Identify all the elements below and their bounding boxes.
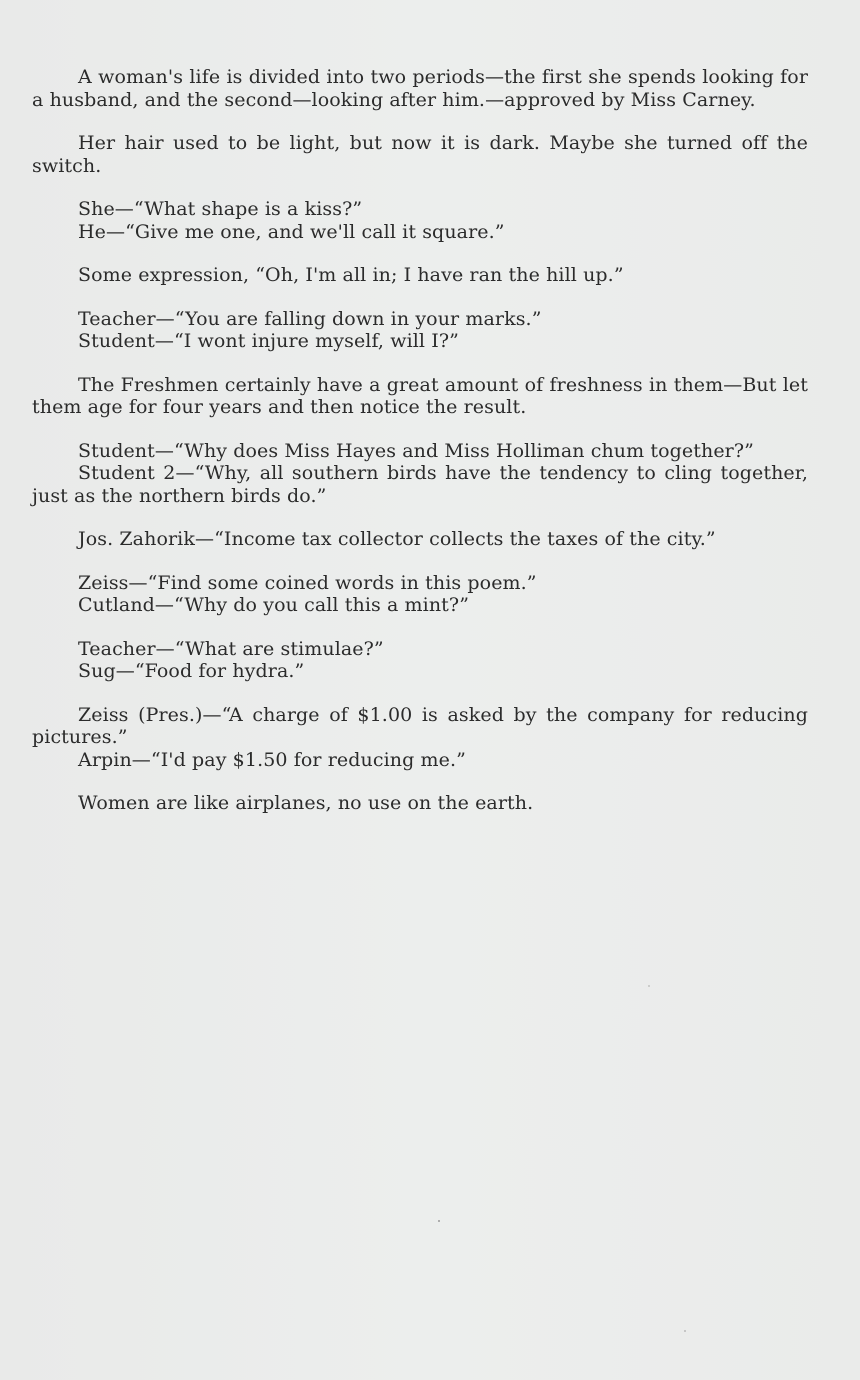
joke-line: Student—“Why does Miss Hayes and Miss Holliman chum together?” <box>78 439 754 462</box>
joke-line: Zeiss (Pres.)—“A charge of $1.00 is asked by the company for reducing pictures.” <box>32 703 808 748</box>
joke-paragraph <box>32 374 808 419</box>
paper-speck <box>438 1220 440 1222</box>
joke-line: Teacher—“What are stimulae?” <box>78 637 384 660</box>
paper-speck <box>684 1330 686 1332</box>
joke-paragraph <box>32 572 808 617</box>
joke-line: Her hair used to be light, but now it is dark. Maybe she turned off the switch. <box>32 132 808 177</box>
joke-paragraph <box>32 440 808 508</box>
joke-line: Student—“I wont injure myself, will I?” <box>78 330 459 352</box>
joke-paragraph <box>32 704 808 772</box>
joke-paragraph <box>32 264 808 287</box>
joke-line: Arpin—“I'd pay $1.50 for reducing me.” <box>78 748 466 771</box>
joke-paragraph <box>32 132 808 177</box>
paper-speck <box>648 985 650 987</box>
joke-line: Cutland—“Why do you call this a mint?” <box>78 594 470 616</box>
joke-line: Sug—“Food for hydra.” <box>78 660 305 682</box>
joke-line: Student 2—“Why, all southern birds have the tendency to cling together, just as the northern birds do.” <box>32 462 808 507</box>
joke-line: Some expression, “Oh, I'm all in; I have ran the hill up.” <box>78 264 624 286</box>
joke-line: The Freshmen certainly have a great amount of freshness in them—But let them age for four years and then notice the result. <box>32 373 808 418</box>
joke-paragraph <box>32 528 808 551</box>
joke-line: Jos. Zahorik—“Income tax collector collects the taxes of the city.” <box>78 528 716 550</box>
jokes-column <box>32 66 808 836</box>
joke-paragraph <box>32 638 808 683</box>
joke-line: A woman's life is divided into two periods—the first she spends looking for a husband, and the second—looking after him.—approved by Miss Carney. <box>32 66 808 111</box>
joke-line: He—“Give me one, and we'll call it square.” <box>78 220 505 243</box>
joke-paragraph <box>32 792 808 815</box>
joke-line: Zeiss—“Find some coined words in this poem.” <box>78 571 537 594</box>
joke-line: Women are like airplanes, no use on the earth. <box>78 792 534 814</box>
joke-paragraph <box>32 198 808 243</box>
joke-paragraph <box>32 308 808 353</box>
joke-line: Teacher—“You are falling down in your marks.” <box>78 307 542 330</box>
joke-line: She—“What shape is a kiss?” <box>78 198 363 220</box>
joke-paragraph <box>32 66 808 111</box>
